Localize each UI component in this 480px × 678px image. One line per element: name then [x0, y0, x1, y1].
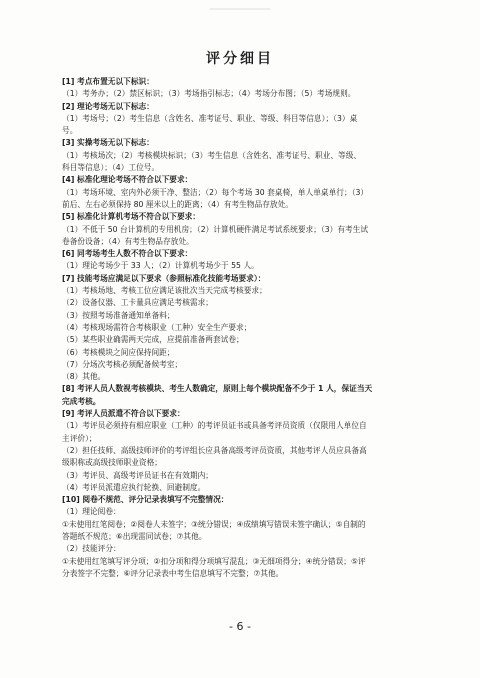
body-line: 级职称或高级技师职业资格；	[62, 458, 162, 468]
body-line: 科目等信息）；（4）工位号。	[62, 163, 160, 173]
section-heading: [4] 标准化理论考场不符合以下要求：	[62, 175, 193, 185]
body-line: （7）分场次考核必须配备候考室；	[62, 359, 183, 369]
body-line: （1）考场号；（2）考生信息（含姓名、准考证号、职业、等级、科目等信息）；（3）桌	[62, 113, 358, 123]
body-line: （3）按照考场准备通知单备料；	[62, 310, 175, 320]
body-line: 答题纸不规范；⑥出现雷同试卷；⑦其他。	[62, 531, 207, 541]
body-line: （2）技能评分：	[62, 544, 121, 554]
body-line: （1）考核场次；（2）考核模块标识；（3）考生信息（含姓名、准考证号、职业、等级、	[62, 150, 362, 160]
section-heading: [7] 技能考场应满足以下要求（参照标准化技能考场要求）：	[62, 273, 266, 283]
body-line: 号。	[62, 126, 78, 136]
body-line: 卷备份设备；（4）有考生物品存放处。	[62, 236, 194, 246]
body-line: （2）担任技师、高级技师评价的考评组长应具备高级考评员资质，其他考评人员应具备高	[62, 445, 367, 455]
body-line: （1）不低于 50 台计算机的专用机房；（2）计算机硬件满足考试系统要求；（3）有考生试	[62, 224, 369, 234]
body-line: （1）考评员必须持有相应职业（工种）的考评员证书或具备考评员资质（仅限用人单位自	[62, 421, 367, 431]
section-heading: [6] 同考场考生人数不符合以下要求：	[62, 249, 193, 259]
body-line: ①未使用红笔填写评分项；②扣分项和得分项填写混乱；③无细项得分；④统分错误；⑤评	[62, 556, 366, 566]
section-heading: [10] 阅卷不规范、评分记录表填写不完整情况：	[62, 495, 229, 505]
body-line: （1）考务办；（2）禁区标识；（3）考场指引标志；（4）考场分布图；（5）考场规则。	[62, 89, 356, 99]
body-line: （4）考核现场需符合考核职业（工种）安全生产要求；	[62, 322, 252, 332]
body-line: （4）考评员派遣应执行轮换、回避制度。	[62, 482, 206, 492]
body-line: （1）考场环境、室内外必须干净、整洁；（2）每个考场 30 套桌椅，单人单桌单行；（3）	[62, 187, 369, 197]
body-line: （1）理论阅卷：	[62, 507, 121, 517]
section-heading: [3] 实操考场无以下标志：	[62, 138, 154, 148]
section-heading: [5] 标准化计算机考场不符合以下要求：	[62, 212, 201, 222]
section-heading: 完成考核。	[62, 396, 101, 406]
scan-artifact	[210, 8, 270, 10]
body-line: 分表签字不完整；⑥评分记录表中考生信息填写不完整；⑦其他。	[62, 568, 284, 578]
body-line: ①未使用红笔阅卷；②阅卷人未签字；③统分错误；④成绩填写错误未签字确认；⑤自制的	[62, 519, 366, 529]
section-heading: [1] 考点布置无以下标识：	[62, 77, 154, 86]
page-title: 评分细目	[206, 51, 274, 67]
body-line: （1）考核场地、考核工位应满足该批次当天完成考核要求；	[62, 286, 267, 296]
body-line: （2）设备仪器、工卡量具应满足考核需求；	[62, 298, 213, 308]
body-line: （1）理论考场少于 33 人；（2）计算机考场少于 55 人。	[62, 261, 259, 271]
body-line: （3）考评员、高级考评员证书在有效期内；	[62, 470, 213, 480]
body-line: （8）其他。	[62, 372, 106, 382]
body-line: 前后、左右必须保持 80 厘米以上的距离；（4）有考生物品存放处。	[62, 199, 293, 209]
section-heading: [8] 考评人员人数视考核模块、考生人数确定，原则上每个模块配备不少于 1 人，保证当天	[62, 384, 373, 394]
body-line: 主评价）；	[62, 433, 97, 443]
page-number: - 6 -	[229, 620, 251, 633]
section-heading: [9] 考评人员派遣不符合以下要求：	[62, 409, 185, 419]
body-line: （5）某些职业确需两天完成，应提前准备两套试卷；	[62, 335, 244, 345]
body-line: （6）考核模块之间应保持间距；	[62, 347, 175, 357]
section-heading: [2] 理论考场无以下标志：	[62, 101, 154, 111]
scoring-details-body	[62, 76, 438, 580]
